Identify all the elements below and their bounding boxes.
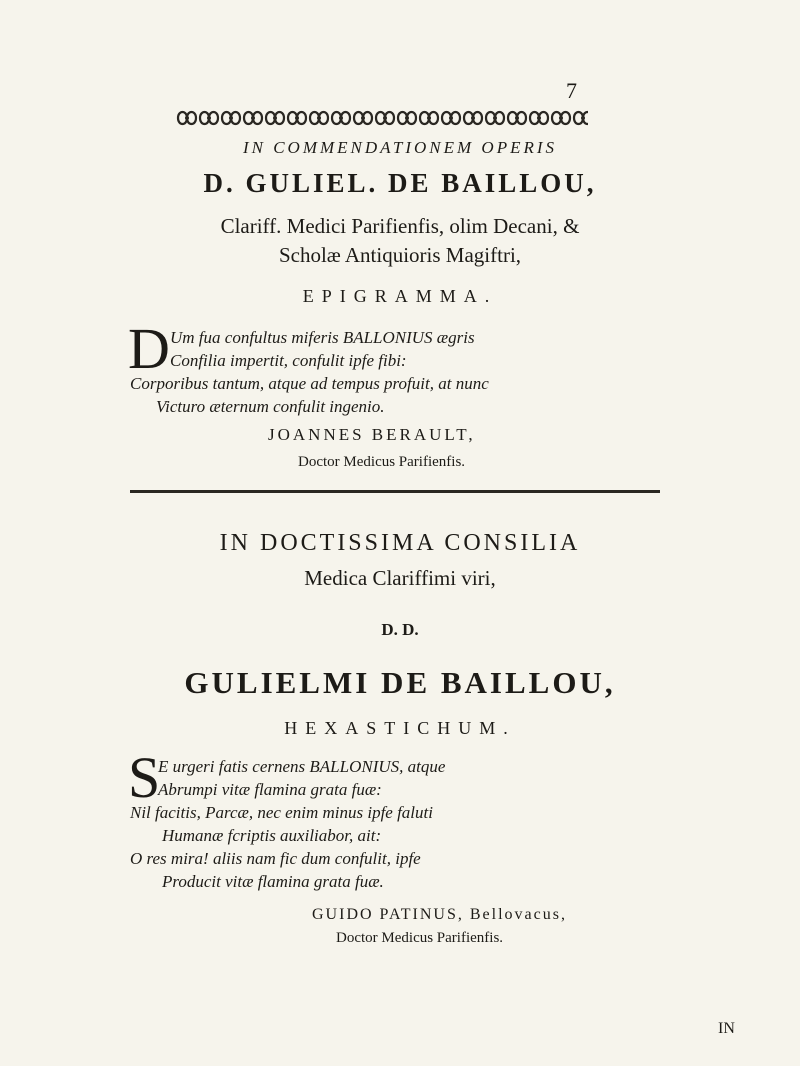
verse-line: Confilia impertit, confulit ipfe fibi:: [170, 351, 407, 370]
verse-line: Producit vitæ flamina grata fuæ.: [162, 872, 384, 891]
drop-cap: D: [128, 316, 170, 381]
epigram2-verses: [128, 745, 650, 893]
epigram1-verses: [128, 316, 650, 418]
section-divider: [130, 490, 660, 493]
epigram1-line1: Clariff. Medici Parifienfis, olim Decani, &: [220, 214, 580, 238]
running-head: IN COMMENDATIONEM OPERIS: [242, 138, 558, 157]
epigram1-heading: D. GULIEL. DE BAILLOU,: [203, 168, 597, 198]
ornament-band: [176, 106, 588, 130]
epigram2-line2: D. D.: [381, 620, 419, 639]
verse-line: Victuro æternum confulit ingenio.: [156, 397, 385, 416]
verse-line: Humanæ fcriptis auxiliabor, ait:: [162, 826, 382, 845]
catchword: IN: [718, 1020, 735, 1037]
page-number: 7: [566, 78, 577, 103]
verse-line: E urgeri fatis cernens BALLONIUS, atque: [158, 757, 446, 776]
epigram2-author: GUIDO PATINUS, Bellovacus,: [312, 906, 567, 923]
verse-line: Nil facitis, Parcæ, nec enim minus ipfe faluti: [130, 803, 433, 822]
epigram1-label: EPIGRAMMA.: [302, 286, 498, 306]
drop-cap: S: [128, 745, 161, 810]
verse-line: Abrumpi vitæ flamina grata fuæ:: [158, 780, 382, 799]
epigram2-line1: Medica Clariffimi viri,: [304, 566, 496, 590]
verse-line: Um fua confultus miferis BALLONIUS ægris: [170, 328, 475, 347]
epigram2-name: GULIELMI DE BAILLOU,: [184, 665, 616, 700]
epigram1-line2: Scholæ Antiquioris Magiftri,: [278, 243, 522, 267]
epigram1-author: JOANNES BERAULT,: [268, 425, 476, 444]
epigram2-label: HEXASTICHUM.: [284, 718, 516, 738]
verse-line: Corporibus tantum, atque ad tempus profuit, at nunc: [130, 374, 489, 393]
epigram2-author-title: Doctor Medicus Parifienfis.: [336, 930, 504, 946]
epigram1-author-title: Doctor Medicus Parifienfis.: [298, 454, 466, 470]
epigram2-heading: IN DOCTISSIMA CONSILIA: [219, 530, 581, 556]
verse-line: O res mira! aliis nam fic dum confulit, ipfe: [130, 849, 421, 868]
